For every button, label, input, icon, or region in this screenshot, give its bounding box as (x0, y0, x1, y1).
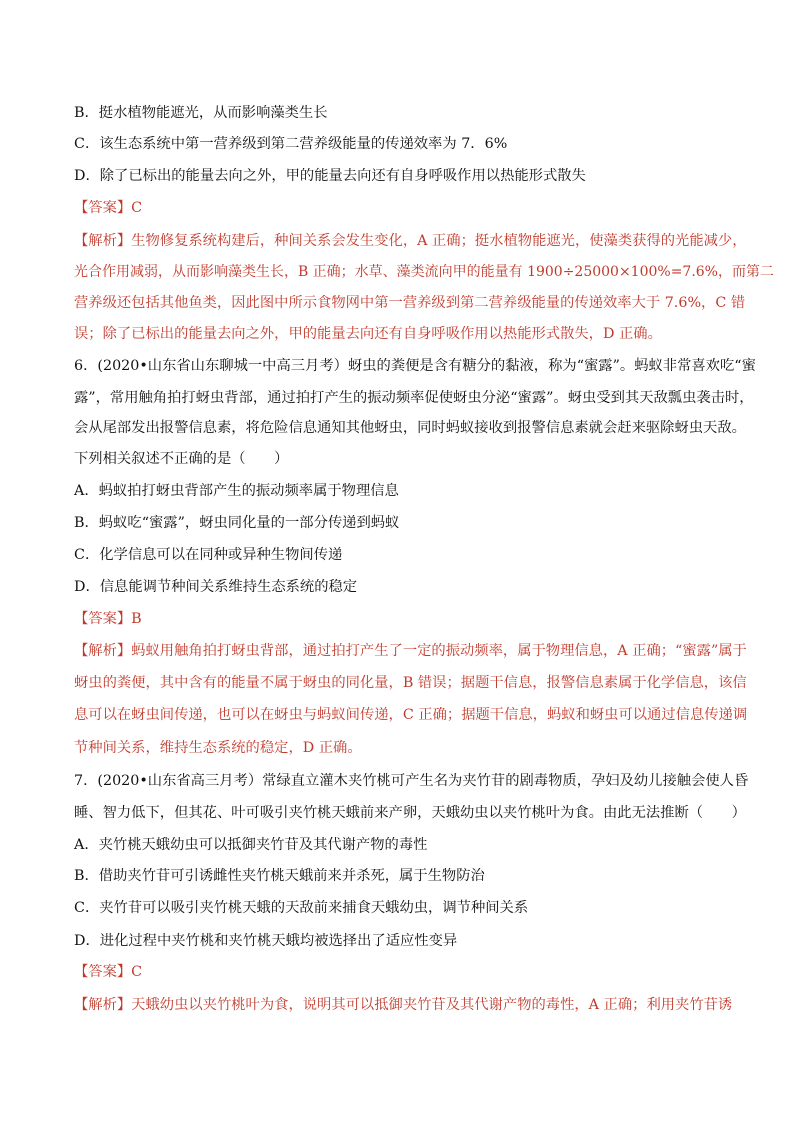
q5-opt-d-line: D．除了已标出的能量去向之外，甲的能量去向还有自身呼吸作用以热能形式散失 (74, 168, 586, 184)
q5-analysis-line: 光合作用减弱，从而影响藻类生长，B 正确；水草、藻类流向甲的能量有 1900÷25000×100%=7.6%，而第二 (74, 264, 774, 280)
q7-analysis-line: 【解析】天蛾幼虫以夹竹桃叶为食，说明其可以抵御夹竹苷及其代谢产物的毒性，A 正确；利用夹竹苷诱 (74, 997, 733, 1013)
q6-analysis-line: 息可以在蚜虫间传递，也可以在蚜虫与蚂蚁间传递，C 正确；据题干信息，蚂蚁和蚜虫可以通过信息传递调 (74, 707, 748, 723)
q6-opt-a-line: A．蚂蚁拍打蚜虫背部产生的振动频率属于物理信息 (74, 483, 399, 499)
q6-opt-c-line: C．化学信息可以在同种或异种生物间传递 (74, 547, 343, 563)
q5-answer-line: 【答案】C (74, 200, 143, 216)
q6-opt-b-line: B．蚂蚁吃“蜜露”，蚜虫同化量的一部分传递到蚂蚁 (74, 515, 400, 531)
q7-opt-a-line: A．夹竹桃天蛾幼虫可以抵御夹竹苷及其代谢产物的毒性 (74, 837, 428, 853)
q5-opt-c-line: C．该生态系统中第一营养级到第二营养级能量的传递效率为 7．6% (74, 136, 508, 152)
q5-analysis-line: 【解析】生物修复系统构建后，种间关系会发生变化，A 正确；挺水植物能遮光，使藻类获得的光能减少， (74, 233, 747, 249)
q6-stem-line: 6．(2020•山东省山东聊城一中高三月考）蚜虫的粪便是含有糖分的黏液，称为“蜜露”。蚂蚁非常喜欢吃“蜜 (74, 358, 756, 374)
q5-analysis-line: 误；除了已标出的能量去向之外，甲的能量去向还有自身呼吸作用以热能形式散失，D 正确。 (74, 326, 662, 342)
q6-opt-d-line: D．信息能调节种间关系维持生态系统的稳定 (74, 579, 358, 595)
q6-analysis-line: 【解析】蚂蚁用触角拍打蚜虫背部，通过拍打产生了一定的振动频率，属于物理信息，A 正确；“蜜露”属于 (74, 643, 747, 659)
q6-stem-line: 露”，常用触角拍打蚜虫背部，通过拍打产生的振动频率促使蚜虫分泌“蜜露”。蚜虫受到其天敌瓢虫袭击时， (74, 390, 754, 406)
q7-answer-line: 【答案】C (74, 964, 143, 980)
q6-analysis-line: 节种间关系，维持生态系统的稳定，D 正确。 (74, 740, 362, 756)
q7-stem-line: 睡、智力低下，但其花、叶可吸引夹竹桃天蛾前来产卵，天蛾幼虫以夹竹桃叶为食。由此无法推断（ ） (74, 805, 746, 821)
q7-opt-c-line: C．夹竹苷可以吸引夹竹桃天蛾的天敌前来捕食天蛾幼虫，调节种间关系 (74, 900, 529, 916)
q6-stem-line: 下列相关叙述不正确的是（ ） (74, 451, 289, 467)
q5-opt-b-line: B．挺水植物能遮光，从而影响藻类生长 (74, 105, 328, 121)
q5-analysis-line: 营养级还包括其他鱼类，因此图中所示食物网中第一营养级到第二营养级能量的传递效率大于 7.6%，C 错 (74, 295, 746, 311)
q7-opt-b-line: B．借助夹竹苷可引诱雌性夹竹桃天蛾前来并杀死，属于生物防治 (74, 868, 485, 884)
q7-opt-d-line: D．进化过程中夹竹桃和夹竹桃天蛾均被选择出了适应性变异 (74, 933, 458, 949)
q6-answer-line: 【答案】B (74, 611, 142, 627)
q7-stem-line: 7．(2020•山东省高三月考）常绿直立灌木夹竹桃可产生名为夹竹苷的剧毒物质，孕妇及幼儿接触会使人昏 (74, 773, 749, 789)
q6-analysis-line: 蚜虫的粪便，其中含有的能量不属于蚜虫的同化量，B 错误；据题干信息，报警信息素属于化学信息，该信 (74, 675, 747, 691)
q6-stem-line: 会从尾部发出报警信息素，将危险信息通知其他蚜虫，同时蚂蚁接收到报警信息素就会赶来驱除蚜虫天敌。 (74, 420, 746, 436)
